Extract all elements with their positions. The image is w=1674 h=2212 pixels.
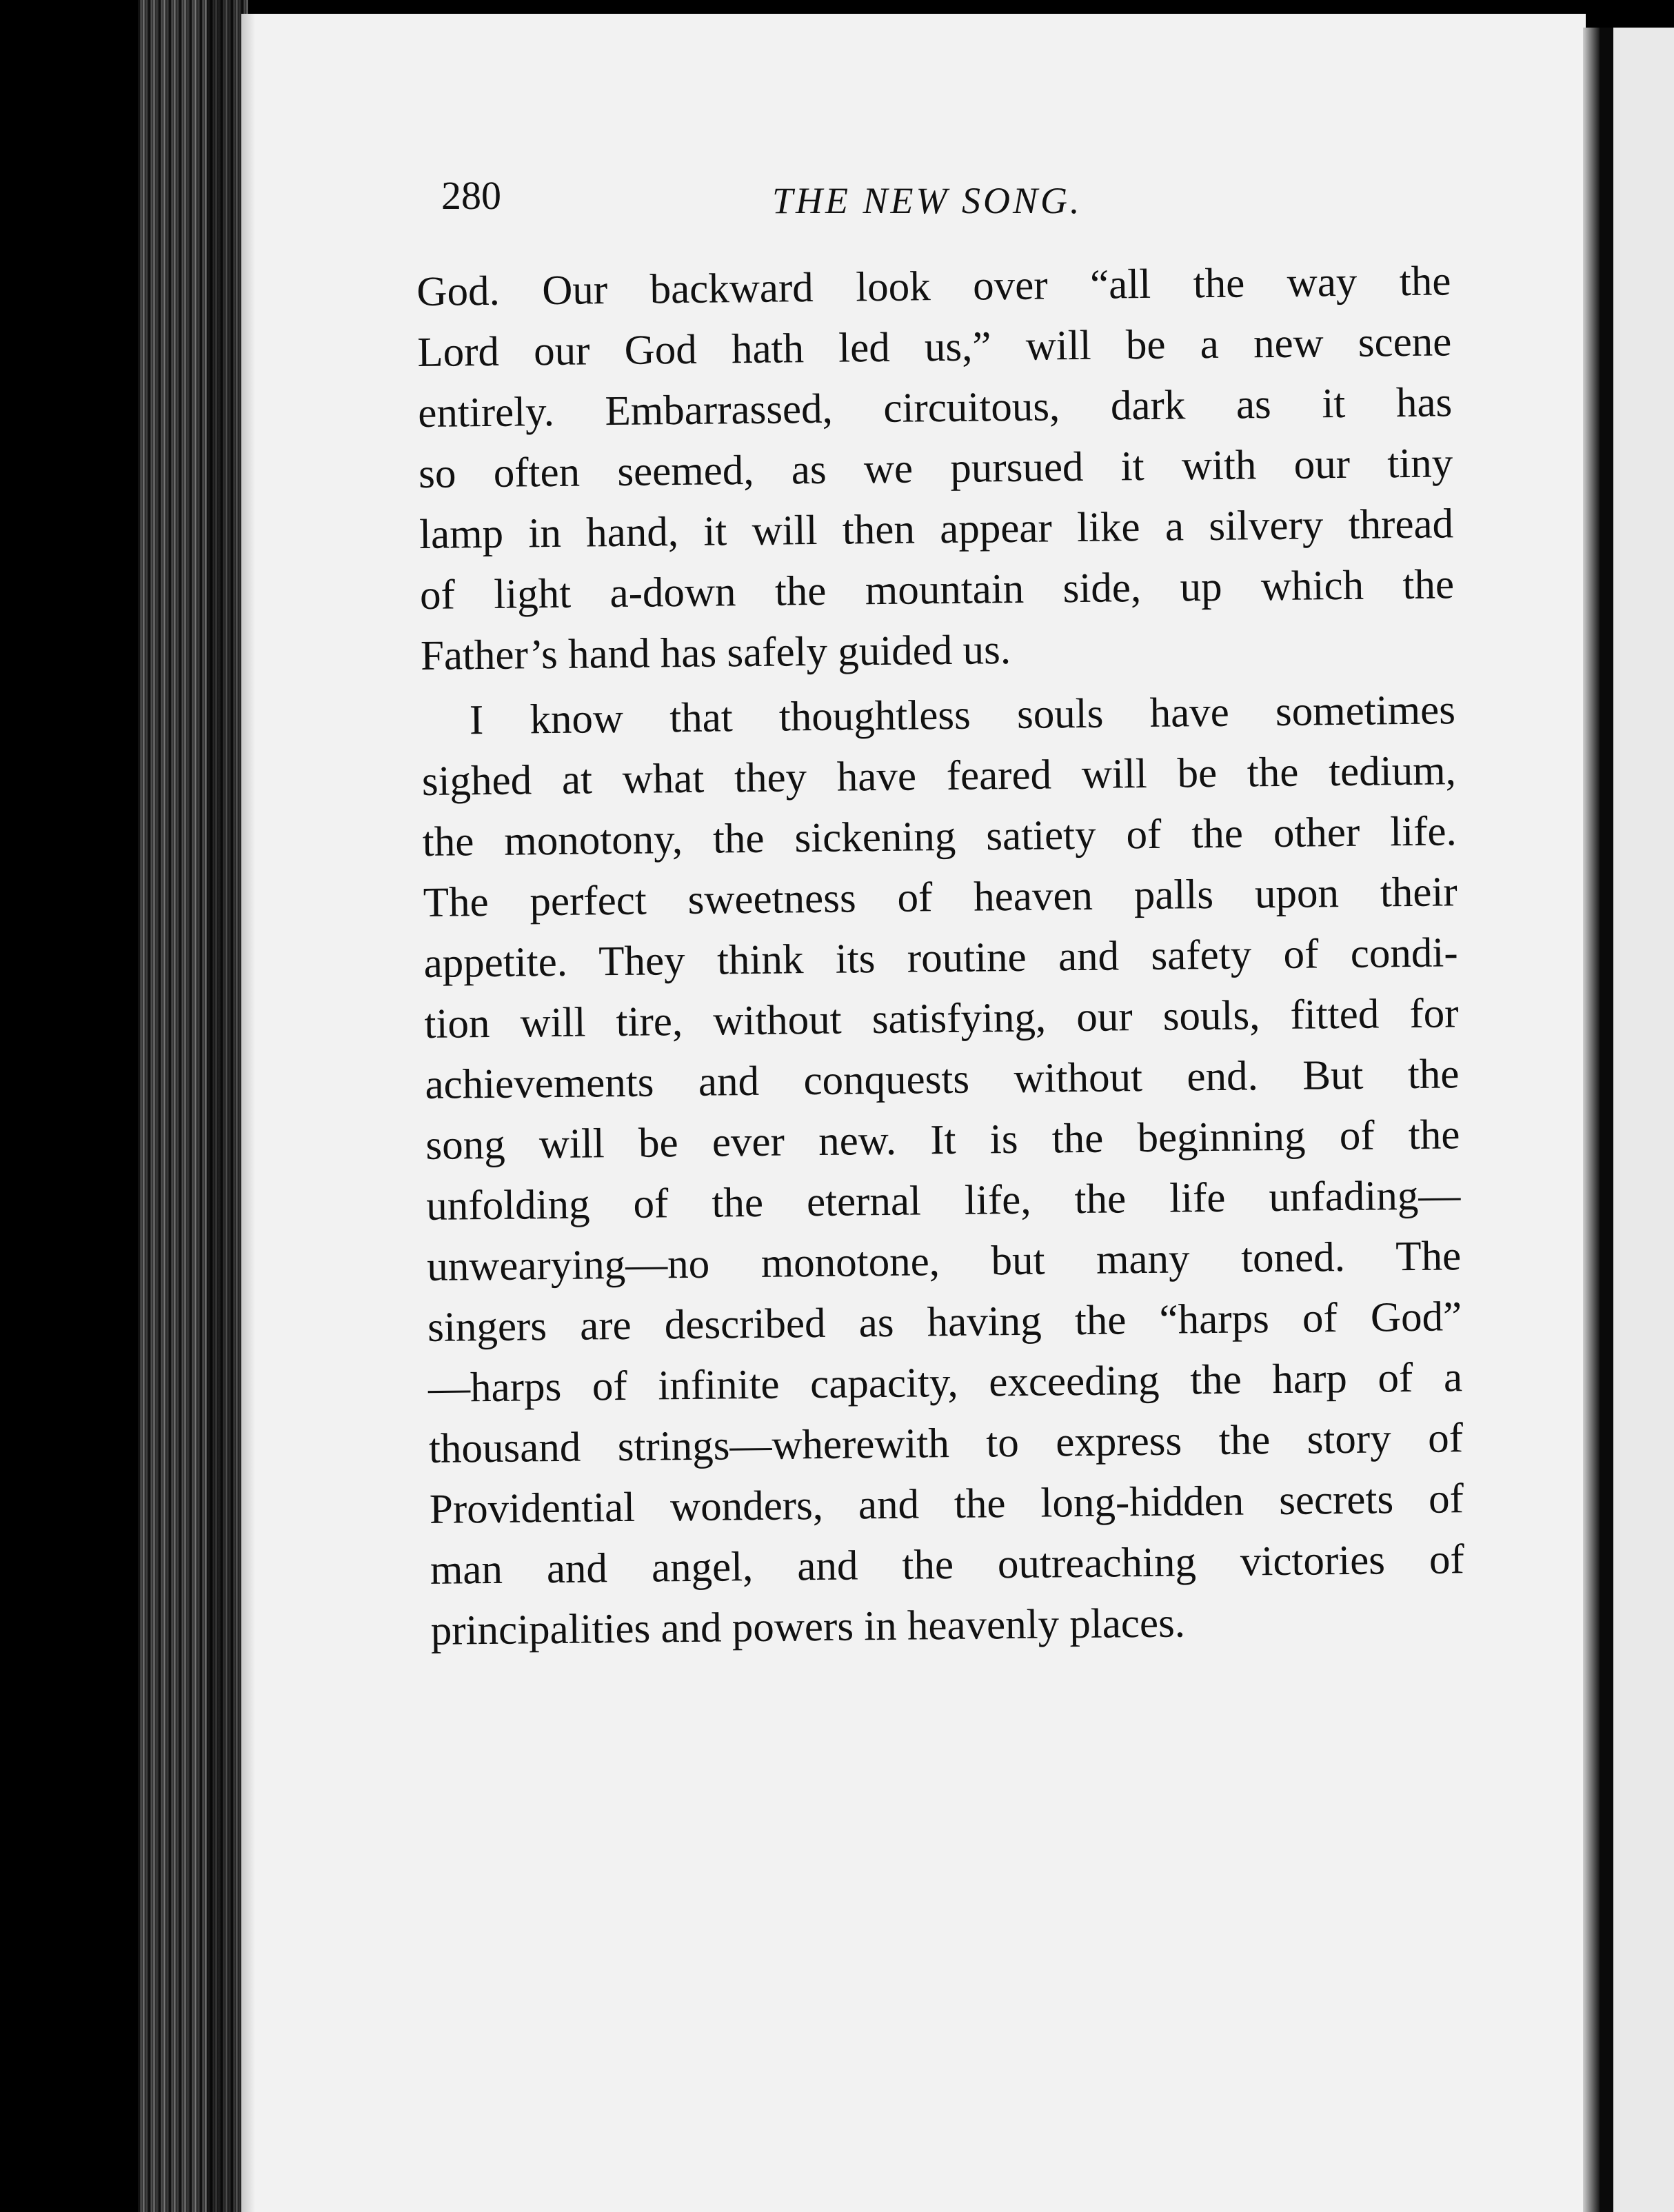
text-line: the monotony, the sickening satiety of the other life. [422,808,1458,865]
text-line: principalities and powers in heavenly places. [430,1600,1186,1654]
text-line: of light a-down the mountain side, up which the [419,561,1455,619]
page-header [441,172,1172,234]
body-text [416,251,1465,1662]
text-line: sighed at what they have feared will be the tedium, [421,747,1457,805]
gutter-shadow [207,0,255,2212]
text-line: Lord our God hath led us,” will be a new scene [417,319,1452,376]
text-line: Father’s hand has safely guided us. [420,627,1011,679]
text-line: song will be ever new. It is the beginning of the [425,1112,1460,1169]
text-line: man and angel, and the outreaching victories of [430,1536,1465,1593]
text-line: achievements and conquests without end. But the [425,1051,1460,1108]
text-line: I know that thoughtless souls have sometimes [469,687,1456,744]
text-line: singers are described as having the “harps of God” [427,1294,1462,1351]
text-line: Providential wonders, and the long-hidden secrets of [429,1476,1464,1533]
text-line: unwearying—no monotone, but many toned. The [426,1233,1462,1290]
text-line: —harps of infinite capacity, exceeding the harp of a [427,1354,1463,1411]
text-line: appetite. They think its routine and safety of condi- [423,929,1458,987]
text-line: unfolding of the eternal life, the life unfading— [425,1172,1461,1229]
text-line: The perfect sweetness of heaven palls upon their [423,869,1458,926]
paragraph-2 [421,680,1466,1662]
text-line: tion will tire, without satisfying, our souls, fitted for [424,990,1459,1047]
binding-shadow [1583,28,1600,2212]
text-line: God. Our backward look over “all the way the [416,258,1451,315]
text-line: entirely. Embarrassed, circuitous, dark as it has [417,379,1453,436]
page-number: 280 [441,173,501,218]
text-line: thousand strings—wherewith to express the story of [428,1415,1464,1472]
text-line: lamp in hand, it will then appear like a silvery thread [418,501,1454,558]
running-head: THE NEW SONG. [772,180,1082,221]
facing-page-sheet [1613,28,1674,2212]
text-line: so often seemed, as we pursued it with our tiny [418,440,1453,497]
paragraph-1 [416,251,1455,687]
